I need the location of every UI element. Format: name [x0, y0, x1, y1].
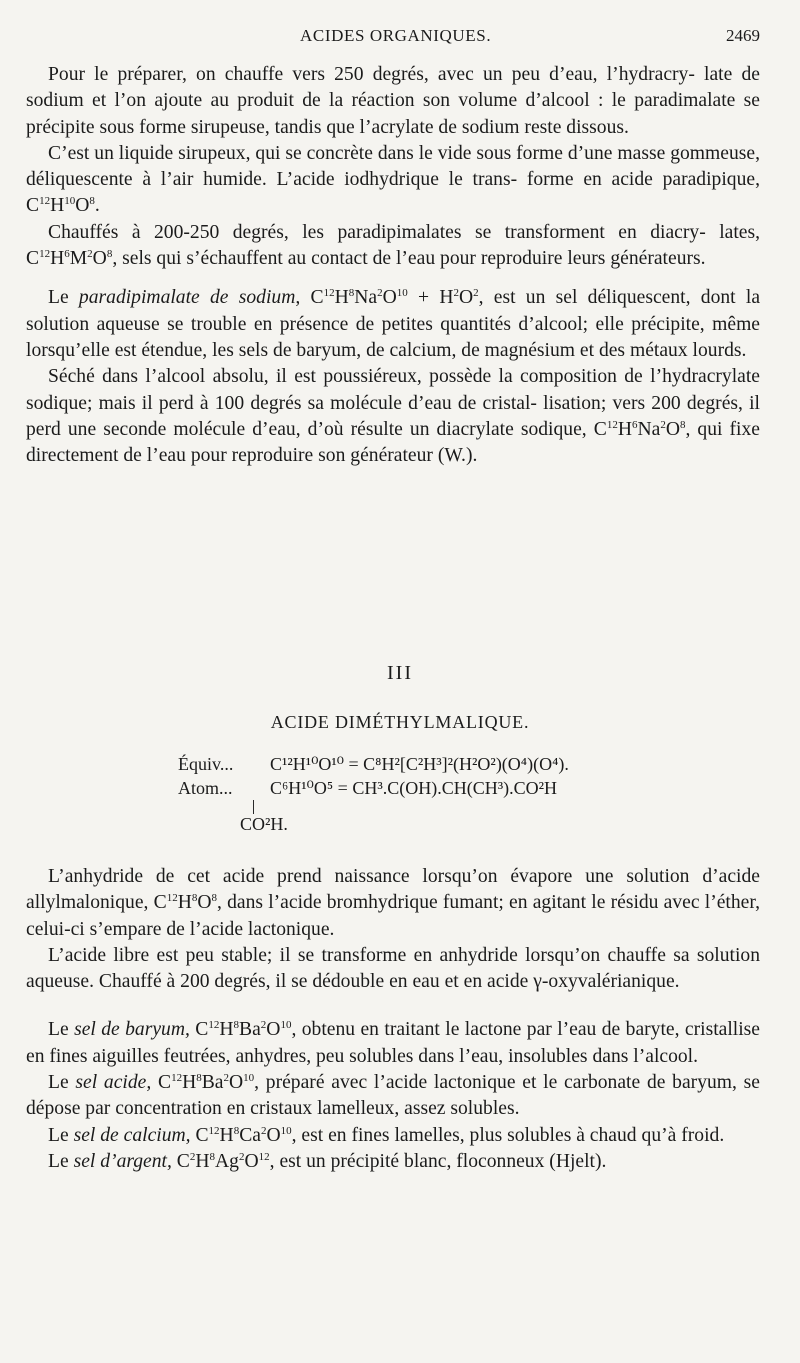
italic-term: sel acide,: [75, 1072, 152, 1094]
page-number: 2469: [726, 26, 760, 45]
chemical-formula: $C^2H^8Ag^2O^{12}$: [171, 1150, 270, 1172]
formula-value: C¹²H¹⁰O¹⁰ = C⁸H²[C²H³]²(H²O²)(O⁴)(O⁴).: [270, 754, 569, 774]
chemical-formula: $C^{12}H^8Ca^2O^{10}$: [190, 1124, 292, 1146]
running-title: ACIDES ORGANIQUES.: [300, 26, 492, 45]
paragraph: [26, 62, 760, 141]
chemical-formula: diacrylate sodique, $C^{12}H^6Na^2O^8$, qui fixe directement de l’eau pour reproduire: [26, 418, 760, 467]
text-line: solubles.: [450, 1098, 520, 1120]
text-line: elle précipite, même lorsqu’elle est étendue, les sels de baryum, de calcium, de: [26, 313, 761, 361]
formula-label: Équiv...: [178, 754, 234, 774]
text-line: son générateur (W.).: [318, 445, 478, 467]
paragraph: Le sel de calcium, $C^{12}H^8Ca^2O^{10}$, est en fines lamelles, plus solubles à chaud qu’à froid.: [48, 1124, 725, 1146]
bond-line: [253, 800, 254, 814]
section-number: III: [387, 662, 413, 684]
formula-value: C⁶H¹⁰O⁵ = CH³.C(OH).CH(CH³).CO²H: [270, 778, 558, 798]
text-line: sa solution aqueuse. Chauffé à 200 degrés, il se dédouble en eau et en acide: [26, 944, 760, 993]
chemical-formula: $C^{12}H^8Na^2O^{10} + H^2O^2$: [300, 287, 479, 309]
paragraph: Le sel de baryum, $C^{12}H^8Ba^2O^{10}$, obtenu en traitant le lactone par l’eau de baryte, cristallise en fines aiguilles feutrées, anhydres, peu solubles dans l’eau, insolubles dans l’alcool.: [26, 1019, 760, 1067]
text-line: L’acide libre est peu stable; il se transforme en anhydride lorsqu’on chauffe: [48, 944, 666, 966]
paragraph: Le sel acide, $C^{12}H^8Ba^2O^{10}$, préparé avec l’acide lactonique et le carbonate de baryum, se dépose par concentration en cristaux lamelleux, assez solubles.: [26, 1072, 760, 1120]
text-line: magnésium et des métaux lourds.: [484, 339, 747, 361]
text-line: C’est un liquide sirupeux, qui se concrète dans le vide sous forme d’une: [48, 142, 613, 164]
chemical-formula: $C^{12}H^8Ba^2O^{10}$: [151, 1072, 255, 1094]
italic-term: paradipimalate de sodium,: [78, 287, 301, 309]
italic-term: sel d’argent,: [73, 1150, 172, 1172]
paragraph: [26, 141, 760, 220]
paragraph: [26, 364, 760, 469]
paragraph: Le sel d’argent, $C^2H^8Ag^2O^{12}$, est un précipité blanc, floconneux (Hjelt).: [48, 1150, 607, 1172]
text-line: le résidu avec l’éther, celui-ci s’empare de l’acide lactonique.: [26, 892, 760, 940]
text-line: qu’à froid.: [641, 1124, 725, 1146]
lower-text-block: [26, 864, 760, 1175]
upper-text-block: [26, 62, 760, 469]
text-line: Chauffés à 200-250 degrés, les paradipimalates se transforment en diacry-: [48, 221, 706, 243]
chemical-formula: lates, $C^{12}H^6M^2O^8$, sels qui s’échauffent au contact de l’eau pour reproduire leurs: [26, 221, 761, 270]
text-line: late de sodium et l’on ajoute au produit de la réaction son volume d’alcool : le: [26, 64, 760, 112]
paragraph: [26, 864, 760, 943]
chemical-formula: forme en acide paradipique, $C^{12}H^{10}O^8$.: [26, 169, 760, 217]
chemical-formula: d’acide allylmalonique, $C^{12}H^8O^8$, dans l’acide bromhydrique fumant; en agitant: [26, 866, 760, 914]
paragraph: [26, 943, 760, 996]
italic-term: sel de baryum,: [74, 1019, 190, 1041]
paragraph: [26, 220, 760, 273]
text-line: dont la solution aqueuse se trouble en présence de petites quantités d’alcool;: [26, 287, 761, 335]
section-title: ACIDE DIMÉTHYLMALIQUE.: [270, 712, 530, 732]
text-line: L’anhydride de cet acide prend naissance lorsqu’on évapore une solution: [48, 866, 690, 887]
formula-branch: CO²H.: [240, 814, 288, 834]
text-line: masse gommeuse, déliquescente à l’air humide. L’acide iodhydrique le trans-: [26, 142, 760, 191]
paragraph: Le paradipimalate de sodium, $C^{12}H^8Na^2O^{10} + H^2O^2$, est un sel déliquescent, dont la solution aqueuse se trouble en présence de petites quantités d’alcool; elle précipite, même lorsqu’elle est étendue, les sels de baryum, de calcium, de magnésium et des métaux lourds.: [26, 287, 761, 361]
chemical-formula: $C^{12}H^8Ba^2O^{10}$: [189, 1019, 292, 1041]
text-line: baryte, cristallise en fines aiguilles feutrées, anhydres, peu solubles dans: [26, 1019, 760, 1067]
formula-label: Atom...: [178, 778, 233, 798]
text-line: γ-oxyvalérianique.: [533, 971, 680, 993]
text-line: Séché dans l’alcool absolu, il est poussiéreux, possède la composition de: [48, 366, 643, 388]
text-line: de baryum, se dépose par concentration en cristaux lamelleux, assez: [26, 1072, 760, 1120]
text-line: sodium reste dissous.: [461, 116, 629, 138]
text-line: générateurs.: [610, 248, 706, 270]
text-line: lisation; vers 200 degrés, il perd une seconde molécule d’eau, d’où résulte un: [26, 392, 761, 440]
italic-term: sel de calcium,: [73, 1124, 191, 1146]
text-line: l’eau, insolubles dans l’alcool.: [459, 1045, 699, 1067]
text-line: l’hydracrylate sodique; mais il perd à 100 degrés sa molécule d’eau de cristal-: [26, 366, 761, 414]
text-line: Pour le préparer, on chauffe vers 250 degrés, avec un peu d’eau, l’hydracry-: [48, 64, 695, 85]
page-header: [0, 18, 800, 48]
text-line: paradimalate se précipite sous forme sirupeuse, tandis que l’acrylate de: [26, 90, 760, 138]
